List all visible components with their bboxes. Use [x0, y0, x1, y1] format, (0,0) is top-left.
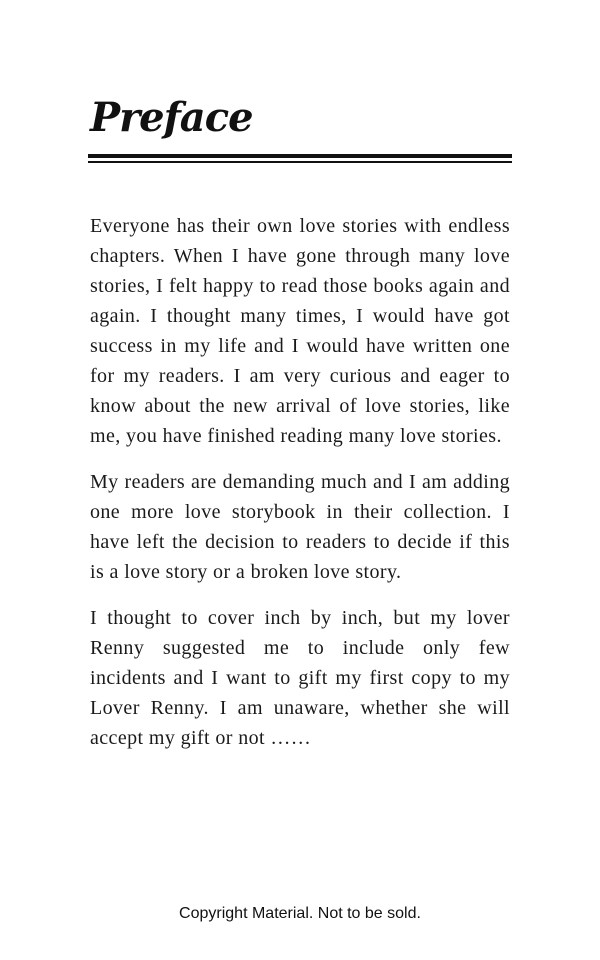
page-title: Preface [90, 94, 253, 141]
copyright-footer: Copyright Material. Not to be sold. [179, 905, 421, 922]
title-divider-thin [88, 161, 512, 163]
preface-body [90, 211, 510, 769]
preface-paragraph-1: Everyone has their own love stories with endless chapters. When I have gone through many love stories, I felt happy to read those books again and again. I thought many times, I would have got success in my life and I would have written one for my readers. I am very curious and eager to know about the new arrival of love stories, like me, you have finished reading many love stories. [90, 215, 510, 447]
preface-paragraph-2: My readers are demanding much and I am adding one more love storybook in their collection. I have left the decision to readers to decide if this is a love story or a broken love story. [90, 471, 510, 583]
title-divider-thick [88, 154, 512, 158]
preface-paragraph-3: I thought to cover inch by inch, but my lover Renny suggested me to include only few incidents and I want to gift my first copy to my Lover Renny. I am unaware, whether she will accept my gift or not …… [90, 607, 510, 749]
